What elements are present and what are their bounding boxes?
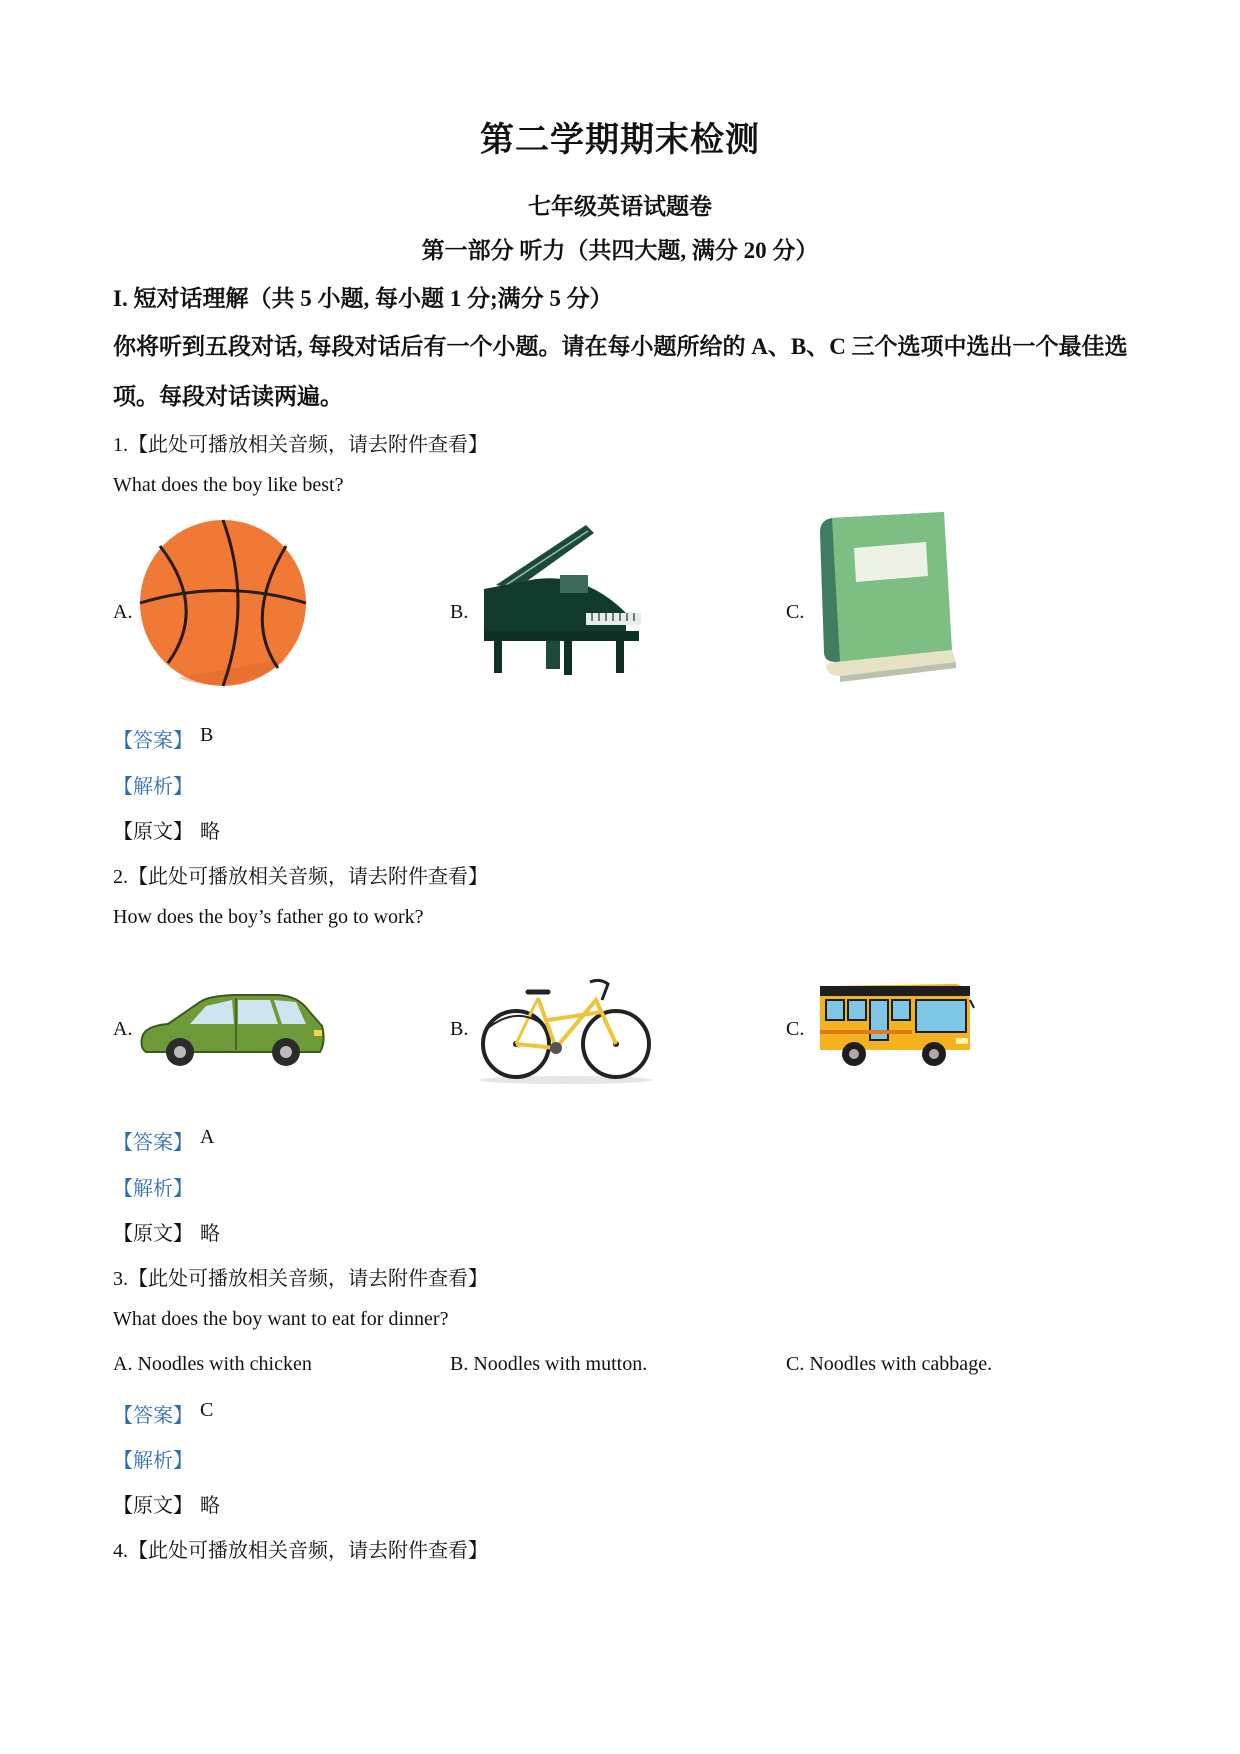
question-1-audio[interactable]: 1.【此处可播放相关音频，请去附件查看】 [113,434,488,456]
q3-original-text: 略 [200,1495,220,1517]
bicycle-icon [476,970,656,1085]
question-2-text: How does the boy’s father go to work? [113,906,424,928]
q3-original-label: 【原文】 [113,1495,193,1517]
basketball-icon [138,518,308,688]
q1-answer-value: B [200,724,214,746]
paper-subtitle: 七年级英语试题卷 [528,194,712,219]
section-instruction: 你将听到五段对话, 每段对话后有一个小题。请在每小题所给的 A、B、C 三个选项中选出一个最佳选项。每段对话读两遍。 [113,334,1128,409]
q2-option-c-label: C. [786,1018,805,1040]
q3-analysis-label: 【解析】 [113,1450,193,1472]
q2-original-text: 略 [200,1223,220,1245]
question-3-audio[interactable]: 3.【此处可播放相关音频，请去附件查看】 [113,1268,488,1290]
part-heading: 第一部分 听力（共四大题, 满分 20 分） [421,238,819,263]
q3-option-b: B. Noodles with mutton. [450,1353,648,1375]
q1-answer-label: 【答案】 [113,730,193,752]
q2-option-a-label: A. [113,1018,133,1040]
q2-option-b-label: B. [450,1018,469,1040]
question-4-audio[interactable]: 4.【此处可播放相关音频，请去附件查看】 [113,1540,488,1562]
q1-option-a-label: A. [113,601,133,623]
q2-original-label: 【原文】 [113,1223,193,1245]
q3-answer-label: 【答案】 [113,1405,193,1427]
q2-analysis-label: 【解析】 [113,1178,193,1200]
question-1-text: What does the boy like best? [113,474,344,496]
piano-icon [476,523,646,678]
q3-option-c: C. Noodles with cabbage. [786,1353,993,1375]
q1-original-label: 【原文】 [113,821,193,843]
q3-answer-value: C [200,1399,214,1421]
car-icon [138,990,326,1070]
q3-option-a: A. Noodles with chicken [113,1353,312,1375]
q1-analysis-label: 【解析】 [113,776,193,798]
question-3-text: What does the boy want to eat for dinner? [113,1308,449,1330]
book-icon [816,512,966,682]
section-heading: I. 短对话理解（共 5 小题, 每小题 1 分;满分 5 分） [113,286,613,311]
page-title: 第二学期期末检测 [480,122,760,159]
q1-original-text: 略 [200,821,220,843]
q2-answer-label: 【答案】 [113,1132,193,1154]
q1-option-c-label: C. [786,601,805,623]
q1-option-b-label: B. [450,601,469,623]
q2-answer-value: A [200,1126,215,1148]
bus-icon [816,980,976,1075]
question-2-audio[interactable]: 2.【此处可播放相关音频，请去附件查看】 [113,866,488,888]
